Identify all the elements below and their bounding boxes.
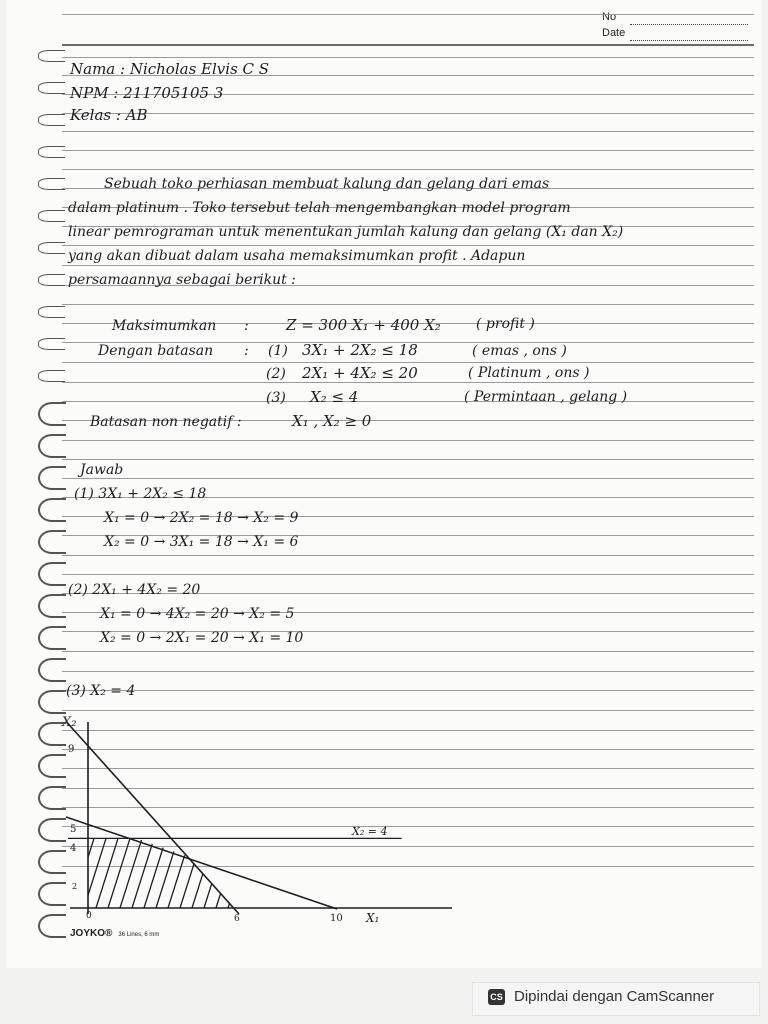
constraint-1-number: (1) bbox=[268, 343, 288, 359]
hatch-stroke bbox=[204, 838, 226, 908]
constraint-line-2 bbox=[66, 817, 337, 909]
jawab-title: Jawab bbox=[80, 462, 124, 478]
constraint-3-note: ( Permintaan , gelang ) bbox=[464, 389, 628, 405]
step-2-b: X₂ = 0 → 2X₁ = 20 → X₁ = 10 bbox=[100, 630, 304, 646]
name-line: Nama : Nicholas Elvis C S bbox=[70, 60, 270, 78]
intro-line-1: Sebuah toko perhiasan membuat kalung dan gelang dari emas bbox=[104, 176, 550, 192]
batasan-label: Dengan batasan bbox=[98, 343, 214, 359]
tick-y-9: 9 bbox=[68, 744, 75, 755]
hatch-stroke bbox=[216, 838, 238, 908]
hatch-stroke bbox=[132, 838, 154, 908]
hatch-stroke bbox=[144, 838, 166, 908]
constraint-3: X₂ ≤ 4 bbox=[310, 388, 359, 406]
x-axis-label: X₁ bbox=[366, 911, 380, 925]
hatch-stroke bbox=[252, 838, 274, 908]
brand-subtitle: 36 Lines, 6 mm bbox=[118, 932, 160, 938]
hatch-stroke bbox=[168, 838, 190, 908]
brand-footer bbox=[70, 928, 159, 939]
no-label: No bbox=[602, 11, 617, 23]
colon-1: : bbox=[244, 318, 249, 334]
constraint-3-number: (3) bbox=[266, 390, 286, 406]
tick-y-2: 2 bbox=[72, 882, 78, 891]
hatch-stroke bbox=[240, 838, 262, 908]
tick-x-0: 0 bbox=[86, 911, 92, 921]
hatch-stroke bbox=[48, 838, 70, 908]
step-3-head: (3) X₂ = 4 bbox=[66, 683, 136, 699]
step-2-a: X₁ = 0 → 4X₂ = 20 → X₂ = 5 bbox=[100, 606, 295, 622]
maksimumkan-label: Maksimumkan bbox=[112, 318, 217, 334]
line-3-label: X₂ = 4 bbox=[352, 825, 388, 838]
step-1-head: (1) 3X₁ + 2X₂ ≤ 18 bbox=[74, 486, 207, 502]
y-axis-label: X₂ bbox=[62, 715, 77, 730]
tick-y-5: 5 bbox=[70, 824, 77, 835]
constraint-2-number: (2) bbox=[266, 366, 286, 382]
constraint-1: 3X₁ + 2X₂ ≤ 18 bbox=[302, 341, 418, 359]
constraint-line-1 bbox=[66, 721, 239, 914]
nonneg-constraint: X₁ , X₂ ≥ 0 bbox=[292, 412, 372, 430]
intro-line-2: dalam platinum . Toko tersebut telah mengembangkan model program bbox=[68, 200, 571, 216]
colon-2: : bbox=[244, 343, 249, 359]
intro-line-4: yang akan dibuat dalam usaha memaksimumkan profit . Adapun bbox=[68, 248, 526, 264]
tick-y-4: 4 bbox=[70, 843, 77, 854]
objective-note: ( profit ) bbox=[476, 316, 535, 332]
constraint-1-note: ( emas , ons ) bbox=[472, 343, 567, 359]
tick-x-6: 6 bbox=[234, 914, 240, 924]
constraint-2: 2X₁ + 4X₂ ≤ 20 bbox=[302, 364, 418, 382]
intro-line-3: linear pemrograman untuk menentukan jumlah kalung dan gelang (X₁ dan X₂) bbox=[68, 224, 624, 240]
nonneg-label: Batasan non negatif : bbox=[90, 414, 242, 430]
tick-x-10: 10 bbox=[330, 913, 343, 924]
hatch-stroke bbox=[108, 838, 130, 908]
kelas-line: Kelas : AB bbox=[70, 106, 148, 124]
hatch-stroke bbox=[180, 838, 202, 908]
step-2-head: (2) 2X₁ + 4X₂ = 20 bbox=[68, 582, 201, 598]
npm-line: NPM : 211705105 3 bbox=[70, 84, 224, 102]
intro-line-5: persamaannya sebagai berikut : bbox=[68, 272, 296, 288]
objective-function: Z = 300 X₁ + 400 X₂ bbox=[286, 316, 441, 334]
hatch-stroke bbox=[96, 838, 118, 908]
constraint-2-note: ( Platinum , ons ) bbox=[468, 365, 590, 381]
camscanner-text: Dipindai dengan CamScanner bbox=[514, 988, 715, 1005]
camscanner-icon: CS bbox=[488, 989, 505, 1005]
step-1-a: X₁ = 0 → 2X₂ = 18 → X₂ = 9 bbox=[104, 510, 299, 526]
date-label: Date bbox=[602, 27, 626, 39]
brand-name: JOYKO® bbox=[70, 928, 113, 939]
hatch-stroke bbox=[120, 838, 142, 908]
step-1-b: X₂ = 0 → 3X₁ = 18 → X₁ = 6 bbox=[104, 534, 299, 550]
